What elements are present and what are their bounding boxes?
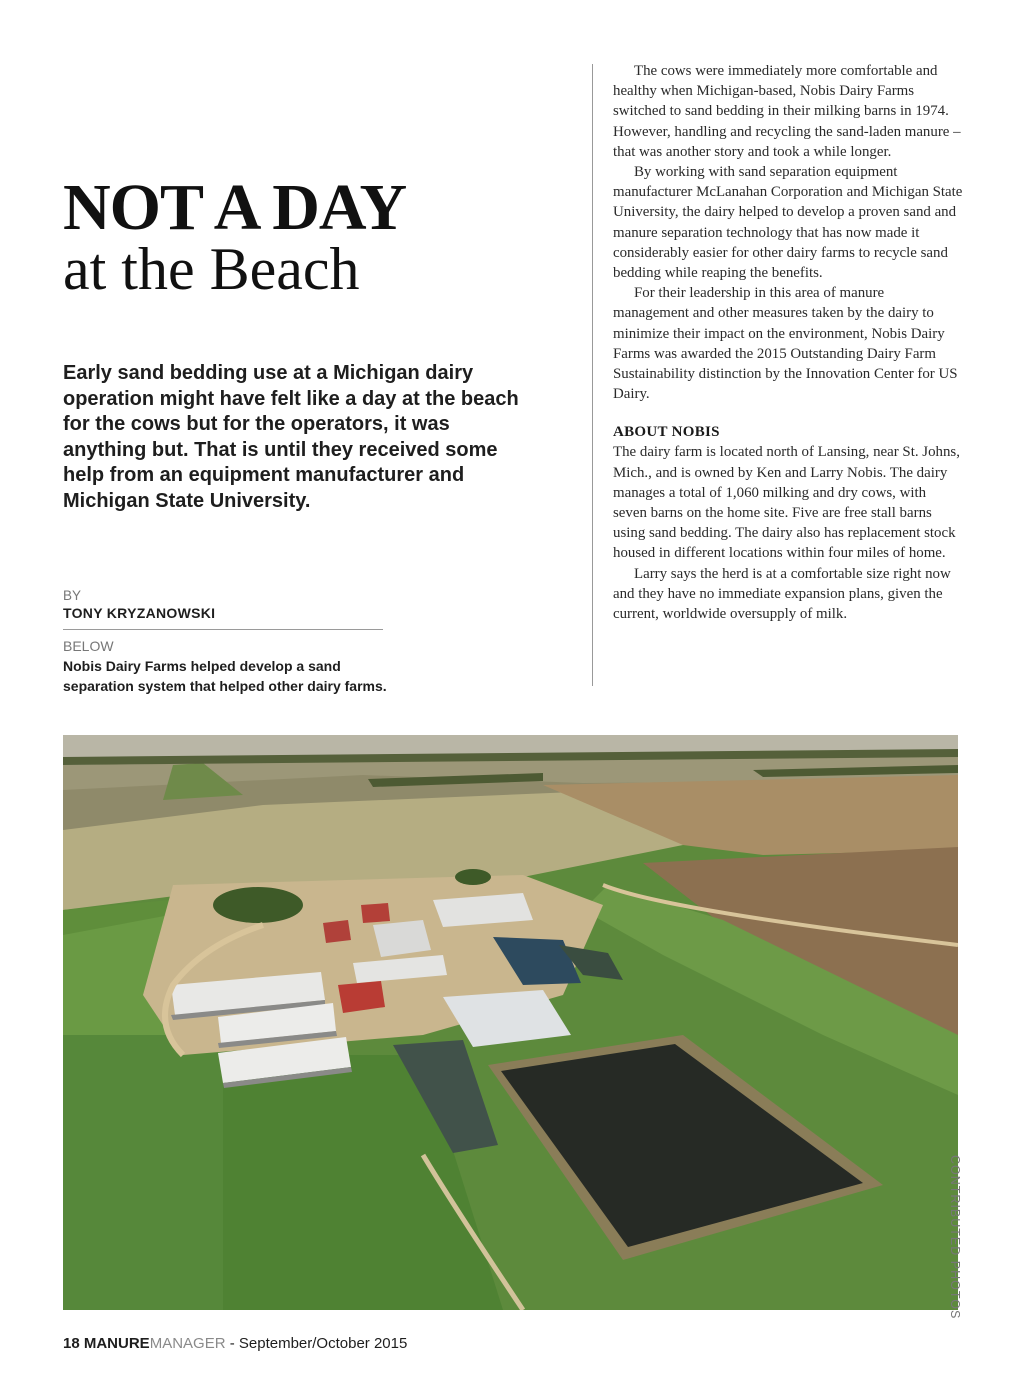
issue-date: - September/October 2015 [229,1335,408,1352]
body-paragraph: The dairy farm is located north of Lansing, near St. Johns, Mich., and is owned by Ken and Larry Nobis. The dairy manages a total of 1,060 milking and dry cows, with seven barns on the home site. Five are free stall barns using sand bedding. The dairy also has replacement stock housed in different locations within four miles of home. [613,444,960,562]
magazine-name-bold: MANURE [83,1335,150,1352]
headline-title: NOT A DAY [63,171,407,244]
byline-author: TONY KRYZANOWSKI [63,605,216,621]
photo-caption: Nobis Dairy Farms helped develop a sand separation system that helped other dairy farms. [63,658,387,694]
aerial-farm-photo [63,735,958,1310]
headline-subtitle: at the Beach [63,236,360,302]
page-footer [63,1335,407,1352]
article-deck: Early sand bedding use at a Michigan dairy operation might have felt like a day at the beach for the cows but for the operators, it was anything but. That is until they received some help from an equipment manufacturer and Michigan State University. [63,362,519,512]
body-paragraph: The cows were immediately more comfortable and healthy when Michigan-based, Nobis Dairy Farms switched to sand bedding in their milking barns in 1974. However, handling and recycling the sand-laden manure – that was another story and took a while longer. [613,63,961,160]
magazine-name-light: MANAGER [149,1335,226,1352]
body-paragraph: Larry says the herd is at a comfortable size right now and they have no immediate expansion plans, given the current, worldwide oversupply of milk. [613,565,951,623]
page-number: 18 [63,1335,80,1352]
section-subhead: ABOUT NOBIS [613,424,720,441]
body-paragraph: By working with sand separation equipment manufacturer McLanahan Corporation and Michigan State University, the dairy helped to develop a proven sand and manure separation technology that has now made it considerably easier for other dairy farms to recycle sand bedding while reaping the benefits. [613,164,963,282]
byline-divider [63,629,383,630]
caption-label: BELOW [63,638,114,654]
body-paragraph: For their leadership in this area of manure management and other measures taken by the dairy to minimize their impact on the environment, Nobis Dairy Farms was awarded the 2015 Outstanding Dairy Farm Sustainability distinction by the Innovation Center for US Dairy. [613,285,958,403]
photo-credit [948,1155,980,1320]
article-body [613,61,963,624]
byline-label: BY [63,588,82,603]
photo-credit-text: CONTRIBUTED PHOTOS [948,1155,962,1320]
column-divider [592,64,593,686]
